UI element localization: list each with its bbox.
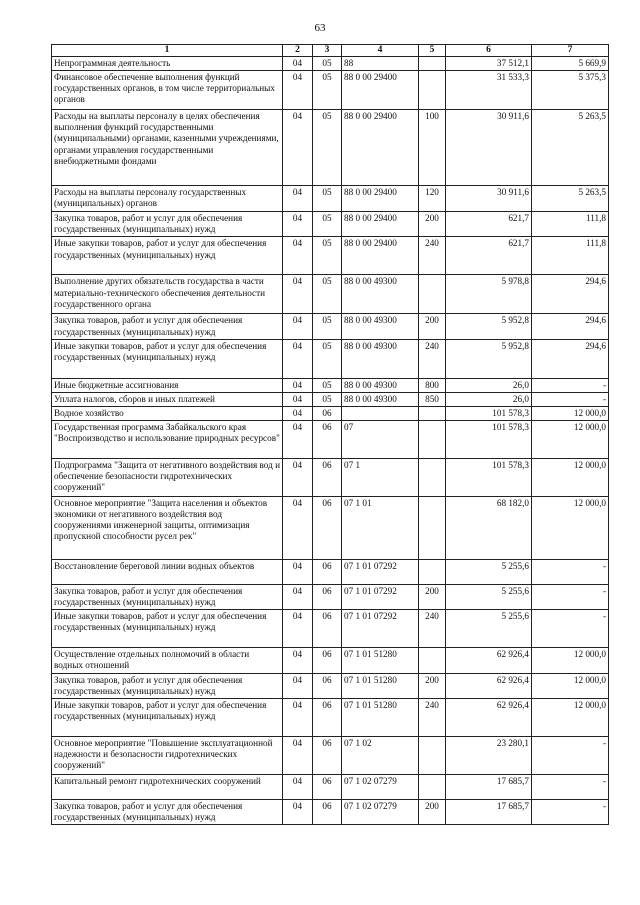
row-amount-2-cell: - [532,559,609,584]
row-vr-cell: 800 [419,378,446,392]
table-row [52,799,609,824]
table-row [52,458,609,496]
col-header-5: 5 [419,45,446,57]
col-header-7: 7 [532,45,609,57]
row-pr-cell: 05 [313,186,342,212]
row-name-cell: Расходы на выплаты персоналу государственных (муниципальных) органов [52,186,283,212]
row-kcsr-cell: 88 0 00 49300 [342,392,419,406]
row-kcsr-cell [342,406,419,420]
row-rz-cell: 04 [283,673,313,698]
table-row [52,647,609,673]
table-body [52,57,609,824]
row-amount-2-cell: 12 000,0 [532,496,609,559]
row-pr-cell: 06 [313,458,342,496]
row-kcsr-cell: 07 1 02 07279 [342,799,419,824]
row-kcsr-cell: 07 1 01 07292 [342,609,419,647]
row-amount-2-cell: 12 000,0 [532,458,609,496]
row-pr-cell: 05 [313,57,342,71]
row-kcsr-cell: 88 0 00 29400 [342,186,419,212]
row-amount-1-cell: 101 578,3 [446,406,532,420]
row-amount-2-cell: 12 000,0 [532,406,609,420]
row-pr-cell: 06 [313,736,342,774]
row-vr-cell: 240 [419,698,446,736]
row-name-cell: Подпрограмма "Защита от негативного воздействия вод и обеспечение безопасности гидротехнических сооружений" [52,458,283,496]
row-pr-cell: 06 [313,584,342,609]
row-vr-cell [419,71,446,110]
row-amount-1-cell: 621,7 [446,212,532,237]
table-row [52,774,609,799]
row-amount-2-cell: 294,6 [532,339,609,378]
row-vr-cell: 240 [419,339,446,378]
row-pr-cell: 06 [313,647,342,673]
row-amount-1-cell: 68 182,0 [446,496,532,559]
row-name-cell: Расходы на выплаты персоналу в целях обеспечения выполнения функций государственными (муниципальными) органами, казенными учреждениями, органами управления государственными внебюджетными фондами [52,110,283,186]
row-amount-2-cell: 5 263,5 [532,110,609,186]
row-amount-1-cell: 30 911,6 [446,110,532,186]
row-amount-1-cell: 621,7 [446,237,532,275]
table-row [52,698,609,736]
row-kcsr-cell: 07 1 01 51280 [342,673,419,698]
row-amount-2-cell: - [532,378,609,392]
row-amount-1-cell: 17 685,7 [446,774,532,799]
row-kcsr-cell: 07 1 01 07292 [342,559,419,584]
row-rz-cell: 04 [283,57,313,71]
row-kcsr-cell: 07 [342,420,419,458]
row-rz-cell: 04 [283,339,313,378]
table-row [52,71,609,110]
row-name-cell: Уплата налогов, сборов и иных платежей [52,392,283,406]
table-row [52,584,609,609]
row-pr-cell: 05 [313,237,342,275]
row-rz-cell: 04 [283,110,313,186]
row-vr-cell: 200 [419,673,446,698]
row-vr-cell [419,736,446,774]
row-pr-cell: 06 [313,496,342,559]
col-header-6: 6 [446,45,532,57]
row-name-cell: Государственная программа Забайкальского края "Воспроизводство и использование природных ресурсов" [52,420,283,458]
row-rz-cell: 04 [283,392,313,406]
row-kcsr-cell: 07 1 01 [342,496,419,559]
row-amount-1-cell: 5 952,8 [446,339,532,378]
row-pr-cell: 06 [313,673,342,698]
row-amount-2-cell: 294,6 [532,275,609,314]
row-kcsr-cell: 88 0 00 49300 [342,314,419,339]
row-amount-1-cell: 26,0 [446,392,532,406]
row-pr-cell: 05 [313,378,342,392]
table-row [52,275,609,314]
row-pr-cell: 05 [313,71,342,110]
row-name-cell: Капитальный ремонт гидротехнических сооружений [52,774,283,799]
header-row [52,45,609,57]
row-vr-cell: 200 [419,799,446,824]
row-amount-2-cell: - [532,799,609,824]
row-rz-cell: 04 [283,458,313,496]
row-vr-cell [419,406,446,420]
table-row [52,339,609,378]
row-name-cell: Иные бюджетные ассигнования [52,378,283,392]
row-kcsr-cell: 07 1 [342,458,419,496]
col-header-1: 1 [52,45,283,57]
row-name-cell: Финансовое обеспечение выполнения функций государственных органов, в том числе территориальных органов [52,71,283,110]
row-vr-cell: 240 [419,609,446,647]
row-rz-cell: 04 [283,275,313,314]
row-vr-cell: 850 [419,392,446,406]
row-kcsr-cell: 88 0 00 49300 [342,378,419,392]
row-amount-1-cell: 62 926,4 [446,673,532,698]
row-name-cell: Основное мероприятие "Повышение эксплуатационной надежности и безопасности гидротехнических сооружений" [52,736,283,774]
row-amount-1-cell: 23 280,1 [446,736,532,774]
row-kcsr-cell: 88 0 00 29400 [342,212,419,237]
row-vr-cell: 240 [419,237,446,275]
row-vr-cell: 100 [419,110,446,186]
row-rz-cell: 04 [283,799,313,824]
row-vr-cell: 120 [419,186,446,212]
row-vr-cell [419,774,446,799]
row-kcsr-cell: 88 0 00 29400 [342,110,419,186]
row-amount-1-cell: 62 926,4 [446,647,532,673]
row-rz-cell: 04 [283,647,313,673]
row-name-cell: Закупка товаров, работ и услуг для обеспечения государственных (муниципальных) нужд [52,799,283,824]
row-amount-1-cell: 5 952,8 [446,314,532,339]
row-name-cell: Иные закупки товаров, работ и услуг для обеспечения государственных (муниципальных) нужд [52,339,283,378]
row-name-cell: Иные закупки товаров, работ и услуг для обеспечения государственных (муниципальных) нужд [52,237,283,275]
row-kcsr-cell: 07 1 02 [342,736,419,774]
row-name-cell: Восстановление береговой линии водных объектов [52,559,283,584]
col-header-4: 4 [342,45,419,57]
table-row [52,609,609,647]
row-vr-cell: 200 [419,584,446,609]
row-kcsr-cell: 88 0 00 29400 [342,71,419,110]
row-amount-1-cell: 37 512,1 [446,57,532,71]
row-vr-cell [419,420,446,458]
row-amount-1-cell: 5 255,6 [446,559,532,584]
row-pr-cell: 05 [313,275,342,314]
row-name-cell: Осуществление отдельных полномочий в области водных отношений [52,647,283,673]
row-amount-1-cell: 26,0 [446,378,532,392]
row-rz-cell: 04 [283,774,313,799]
row-rz-cell: 04 [283,496,313,559]
budget-table [51,44,609,825]
row-kcsr-cell: 88 [342,57,419,71]
row-pr-cell: 06 [313,774,342,799]
table-row [52,392,609,406]
row-amount-1-cell: 31 533,3 [446,71,532,110]
row-amount-2-cell: 111,8 [532,212,609,237]
row-kcsr-cell: 07 1 01 51280 [342,698,419,736]
table-row [52,496,609,559]
table-row [52,559,609,584]
row-amount-2-cell: - [532,392,609,406]
row-rz-cell: 04 [283,420,313,458]
row-rz-cell: 04 [283,237,313,275]
row-amount-1-cell: 5 978,8 [446,275,532,314]
table-row [52,406,609,420]
row-pr-cell: 05 [313,392,342,406]
row-kcsr-cell: 07 1 01 07292 [342,584,419,609]
row-rz-cell: 04 [283,698,313,736]
table-row [52,237,609,275]
row-name-cell: Выполнение других обязательств государства в части материально-технического обеспечения деятельности государственного органа [52,275,283,314]
row-name-cell: Непрограммная деятельность [52,57,283,71]
row-kcsr-cell: 07 1 01 51280 [342,647,419,673]
row-amount-1-cell: 17 685,7 [446,799,532,824]
row-amount-1-cell: 5 255,6 [446,584,532,609]
row-amount-2-cell: 5 669,9 [532,57,609,71]
row-amount-2-cell: 5 263,5 [532,186,609,212]
table-row [52,673,609,698]
page-number: 63 [314,22,326,34]
row-amount-2-cell: 12 000,0 [532,647,609,673]
row-rz-cell: 04 [283,378,313,392]
row-amount-2-cell: 12 000,0 [532,673,609,698]
row-amount-2-cell: - [532,609,609,647]
row-kcsr-cell: 88 0 00 49300 [342,275,419,314]
row-rz-cell: 04 [283,314,313,339]
row-pr-cell: 05 [313,314,342,339]
row-rz-cell: 04 [283,71,313,110]
row-pr-cell: 06 [313,609,342,647]
row-pr-cell: 06 [313,406,342,420]
row-kcsr-cell: 88 0 00 49300 [342,339,419,378]
table-row [52,378,609,392]
row-name-cell: Закупка товаров, работ и услуг для обеспечения государственных (муниципальных) нужд [52,673,283,698]
row-rz-cell: 04 [283,559,313,584]
row-name-cell: Иные закупки товаров, работ и услуг для обеспечения государственных (муниципальных) нужд [52,609,283,647]
row-kcsr-cell: 88 0 00 29400 [342,237,419,275]
row-vr-cell [419,458,446,496]
row-vr-cell: 200 [419,212,446,237]
row-amount-2-cell: 12 000,0 [532,698,609,736]
row-amount-2-cell: 294,6 [532,314,609,339]
row-amount-2-cell: 111,8 [532,237,609,275]
row-vr-cell: 200 [419,314,446,339]
row-rz-cell: 04 [283,609,313,647]
row-amount-1-cell: 62 926,4 [446,698,532,736]
col-header-2: 2 [283,45,313,57]
row-name-cell: Основное мероприятие "Защита населения и объектов экономики от негативного воздействия вод сооружениями инженерной защиты, оптимизация пропускной способности русел рек" [52,496,283,559]
row-pr-cell: 05 [313,110,342,186]
row-amount-1-cell: 5 255,6 [446,609,532,647]
row-name-cell: Водное хозяйство [52,406,283,420]
row-rz-cell: 04 [283,736,313,774]
row-amount-2-cell: 5 375,3 [532,71,609,110]
row-amount-2-cell: - [532,584,609,609]
row-pr-cell: 06 [313,799,342,824]
row-name-cell: Закупка товаров, работ и услуг для обеспечения государственных (муниципальных) нужд [52,314,283,339]
table-row [52,186,609,212]
table-row [52,420,609,458]
row-name-cell: Закупка товаров, работ и услуг для обеспечения государственных (муниципальных) нужд [52,584,283,609]
row-name-cell: Закупка товаров, работ и услуг для обеспечения государственных (муниципальных) нужд [52,212,283,237]
row-vr-cell [419,275,446,314]
row-pr-cell: 05 [313,339,342,378]
row-vr-cell [419,496,446,559]
row-name-cell: Иные закупки товаров, работ и услуг для обеспечения государственных (муниципальных) нужд [52,698,283,736]
row-rz-cell: 04 [283,212,313,237]
row-amount-1-cell: 30 911,6 [446,186,532,212]
row-amount-1-cell: 101 578,3 [446,420,532,458]
table-row [52,212,609,237]
row-amount-1-cell: 101 578,3 [446,458,532,496]
table-row [52,57,609,71]
row-vr-cell [419,647,446,673]
row-amount-2-cell: - [532,736,609,774]
row-pr-cell: 05 [313,212,342,237]
row-pr-cell: 06 [313,698,342,736]
row-vr-cell [419,559,446,584]
row-pr-cell: 06 [313,559,342,584]
table-row [52,736,609,774]
row-kcsr-cell: 07 1 02 07279 [342,774,419,799]
col-header-3: 3 [313,45,342,57]
row-amount-2-cell: 12 000,0 [532,420,609,458]
row-rz-cell: 04 [283,406,313,420]
row-amount-2-cell: - [532,774,609,799]
row-rz-cell: 04 [283,584,313,609]
table-row [52,110,609,186]
row-rz-cell: 04 [283,186,313,212]
row-pr-cell: 06 [313,420,342,458]
row-vr-cell [419,57,446,71]
table-row [52,314,609,339]
